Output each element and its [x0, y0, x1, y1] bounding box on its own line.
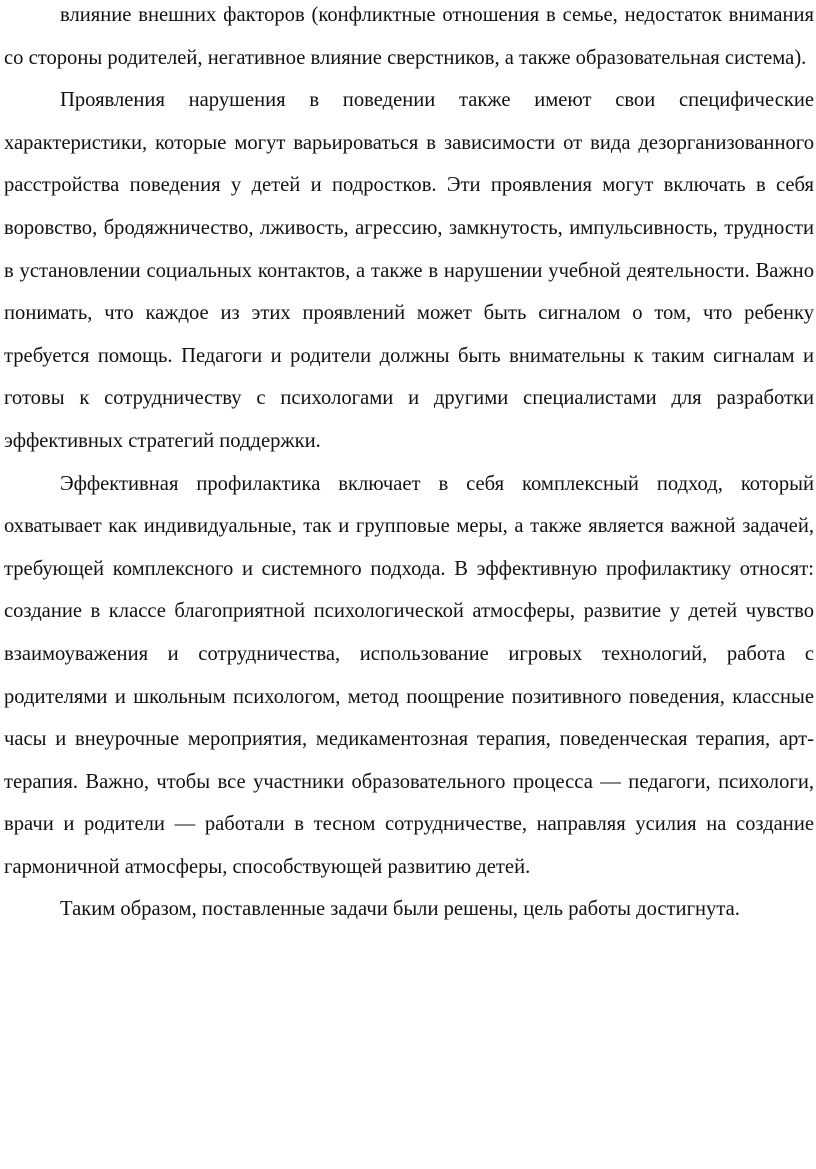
paragraph-prevention: Эффективная профилактика включает в себя комплексный подход, который охватывает как индивидуальные, так и групповые меры, а также является важной задачей, требующей комплексного и системного подхода. В эффективную профилактику относят: создание в классе благоприятной психологической атмосферы, развитие у детей чувство взаимоуважения и сотрудничества, использование игровых технологий, работа с родителями и школьным психологом, метод поощрение позитивного поведения, классные часы и внеурочные мероприятия, медикаментозная терапия, поведенческая терапия, арт-терапия. Важно, чтобы все участники образовательного процесса — педагоги, психологи, врачи и родители — работали в тесном сотрудничестве, направляя усилия на создание гармоничной атмосферы, способствующей развитию детей. [4, 472, 814, 878]
document-page [4, 0, 814, 931]
paragraph-conclusion: Таким образом, поставленные задачи были решены, цель работы достигнута. [60, 898, 740, 921]
paragraph-continuation: влияние внешних факторов (конфликтные отношения в семье, недостаток внимания со стороны родителей, негативное влияние сверстников, а также образовательная система). [4, 4, 814, 69]
paragraph-manifestations: Проявления нарушения в поведении также имеют свои специфические характеристики, которые могут варьироваться в зависимости от вида дезорганизованного расстройства поведения у детей и подростков. Эти проявления могут включать в себя воровство, бродяжничество, лживость, агрессию, замкнутость, импульсивность, трудности в установлении социальных контактов, а также в нарушении учебной деятельности. Важно понимать, что каждое из этих проявлений может быть сигналом о том, что ребенку требуется помощь. Педагоги и родители должны быть внимательны к таким сигналам и готовы к сотрудничеству с психологами и другими специалистами для разработки эффективных стратегий поддержки. [4, 89, 814, 452]
